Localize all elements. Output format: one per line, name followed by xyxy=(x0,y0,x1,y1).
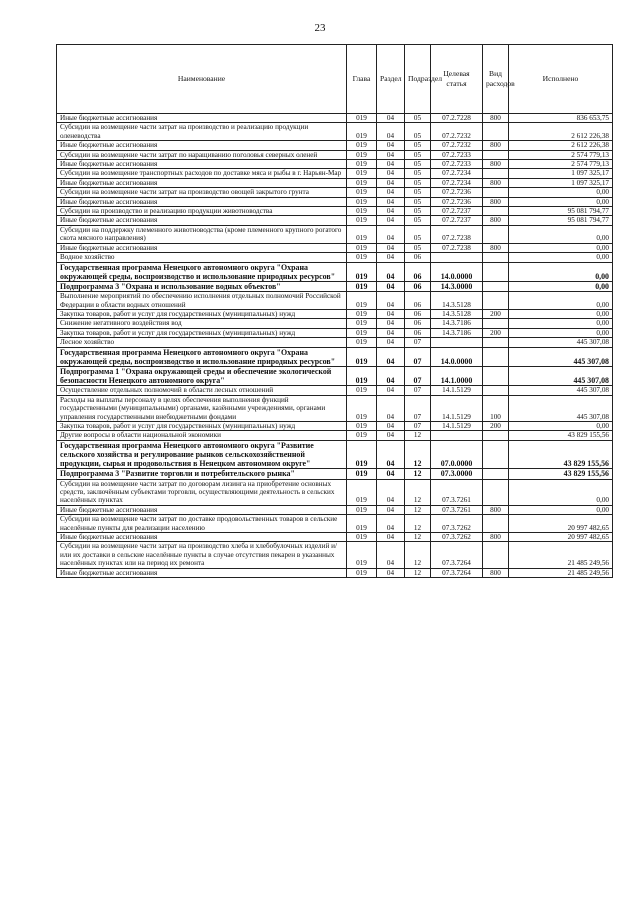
row-name: Водное хозяйство xyxy=(57,253,347,262)
row-value: 0,00 xyxy=(509,505,613,514)
row-glava: 019 xyxy=(347,421,377,430)
row-celevaya: 07.2.7232 xyxy=(431,141,483,150)
row-podrazdel: 06 xyxy=(405,253,431,262)
row-vid: 800 xyxy=(483,505,509,514)
row-name: Снижение негативного воздействия вод xyxy=(57,319,347,328)
table-row xyxy=(57,542,613,568)
row-podrazdel: 07 xyxy=(405,386,431,395)
row-razdel: 04 xyxy=(377,281,405,291)
row-name: Иные бюджетные ассигнования xyxy=(57,178,347,187)
row-razdel: 04 xyxy=(377,197,405,206)
row-razdel: 04 xyxy=(377,328,405,337)
row-podrazdel: 12 xyxy=(405,568,431,577)
row-vid: 800 xyxy=(483,568,509,577)
row-razdel: 04 xyxy=(377,178,405,187)
row-name: Иные бюджетные ассигнования xyxy=(57,533,347,542)
table-row xyxy=(57,505,613,514)
row-podrazdel: 07 xyxy=(405,395,431,421)
header-podrazdel: Подраздел xyxy=(405,45,431,114)
table-row xyxy=(57,338,613,347)
row-celevaya: 14.3.7186 xyxy=(431,319,483,328)
row-value: 20 997 482,65 xyxy=(509,533,613,542)
row-glava: 019 xyxy=(347,160,377,169)
table-row xyxy=(57,114,613,123)
table-row xyxy=(57,366,613,385)
row-vid xyxy=(483,281,509,291)
row-glava: 019 xyxy=(347,366,377,385)
header-row xyxy=(57,45,613,114)
row-vid xyxy=(483,225,509,243)
row-celevaya: 07.3.7264 xyxy=(431,568,483,577)
row-razdel: 04 xyxy=(377,568,405,577)
row-razdel: 04 xyxy=(377,431,405,440)
row-value: 0,00 xyxy=(509,479,613,505)
row-glava: 019 xyxy=(347,188,377,197)
row-celevaya: 07.2.7232 xyxy=(431,123,483,141)
row-podrazdel: 05 xyxy=(405,123,431,141)
row-celevaya: 14.1.5129 xyxy=(431,386,483,395)
row-value: 20 997 482,65 xyxy=(509,515,613,533)
row-celevaya: 14.0.0000 xyxy=(431,262,483,281)
row-podrazdel: 07 xyxy=(405,338,431,347)
table-row xyxy=(57,225,613,243)
row-razdel: 04 xyxy=(377,207,405,216)
row-name: Субсидии на производство и реализацию продукции животноводства xyxy=(57,207,347,216)
row-vid xyxy=(483,253,509,262)
table-row xyxy=(57,281,613,291)
header-glava: Глава xyxy=(347,45,377,114)
table-row xyxy=(57,160,613,169)
table-row xyxy=(57,309,613,318)
table-row xyxy=(57,395,613,421)
row-razdel: 04 xyxy=(377,542,405,568)
row-celevaya: 07.2.7236 xyxy=(431,188,483,197)
row-razdel: 04 xyxy=(377,292,405,310)
row-value: 0,00 xyxy=(509,262,613,281)
row-value: 0,00 xyxy=(509,292,613,310)
row-glava: 019 xyxy=(347,542,377,568)
table-row xyxy=(57,262,613,281)
header-celevaya: Целевая статья xyxy=(431,45,483,114)
row-glava: 019 xyxy=(347,141,377,150)
row-value: 0,00 xyxy=(509,319,613,328)
row-name: Субсидии на поддержку племенного животноводства (кроме племенного крупного рогатого скота мясного направления) xyxy=(57,225,347,243)
row-name: Субсидии на возмещение части затрат по договорам лизинга на приобретение основных средств, заключённым субъектами торговли, осуществляющими деятельность в сельских населённых пунктах xyxy=(57,479,347,505)
row-razdel: 04 xyxy=(377,243,405,252)
row-value: 95 081 794,77 xyxy=(509,216,613,225)
row-glava: 019 xyxy=(347,469,377,479)
row-value: 2 574 779,13 xyxy=(509,150,613,159)
row-celevaya xyxy=(431,253,483,262)
row-celevaya: 07.3.0000 xyxy=(431,469,483,479)
table-row xyxy=(57,123,613,141)
row-podrazdel: 12 xyxy=(405,533,431,542)
table-row xyxy=(57,440,613,469)
row-razdel: 04 xyxy=(377,262,405,281)
row-value: 43 829 155,56 xyxy=(509,431,613,440)
row-vid: 800 xyxy=(483,216,509,225)
row-podrazdel: 12 xyxy=(405,505,431,514)
row-podrazdel: 06 xyxy=(405,328,431,337)
row-glava: 019 xyxy=(347,253,377,262)
row-name: Подпрограмма 3 "Развитие торговли и потребительского рынка" xyxy=(57,469,347,479)
row-celevaya: 14.3.5128 xyxy=(431,309,483,318)
row-vid xyxy=(483,338,509,347)
row-glava: 019 xyxy=(347,338,377,347)
row-value: 445 307,08 xyxy=(509,338,613,347)
header-name: Наименование xyxy=(57,45,347,114)
row-vid: 800 xyxy=(483,197,509,206)
row-value: 21 485 249,56 xyxy=(509,568,613,577)
row-celevaya: 07.2.7236 xyxy=(431,197,483,206)
table-row xyxy=(57,479,613,505)
row-vid xyxy=(483,262,509,281)
row-celevaya: 07.3.7261 xyxy=(431,479,483,505)
row-glava: 019 xyxy=(347,505,377,514)
row-vid xyxy=(483,515,509,533)
row-podrazdel: 05 xyxy=(405,216,431,225)
table-row xyxy=(57,216,613,225)
row-glava: 019 xyxy=(347,440,377,469)
row-razdel: 04 xyxy=(377,347,405,366)
row-razdel: 04 xyxy=(377,114,405,123)
row-vid: 100 xyxy=(483,395,509,421)
row-vid xyxy=(483,292,509,310)
row-glava: 019 xyxy=(347,319,377,328)
row-glava: 019 xyxy=(347,386,377,395)
row-name: Иные бюджетные ассигнования xyxy=(57,568,347,577)
row-podrazdel: 12 xyxy=(405,469,431,479)
row-podrazdel: 07 xyxy=(405,366,431,385)
table-row xyxy=(57,469,613,479)
row-value: 2 574 779,13 xyxy=(509,160,613,169)
row-glava: 019 xyxy=(347,169,377,178)
row-razdel: 04 xyxy=(377,169,405,178)
row-celevaya: 07.2.7238 xyxy=(431,225,483,243)
table-row xyxy=(57,292,613,310)
row-celevaya: 14.3.5128 xyxy=(431,292,483,310)
row-name: Подпрограмма 3 "Охрана и использование водных объектов" xyxy=(57,281,347,291)
row-name: Выполнение мероприятий по обеспечению исполнения отдельных полномочий Российской Федерации в области водных отношений xyxy=(57,292,347,310)
row-vid: 200 xyxy=(483,328,509,337)
row-celevaya: 07.3.7262 xyxy=(431,515,483,533)
row-name: Расходы на выплаты персоналу в целях обеспечения выполнения функций государственными (муниципальными) органами, казёнными учреждениями, органами управления государственными внебюджетными фондами xyxy=(57,395,347,421)
row-podrazdel: 06 xyxy=(405,262,431,281)
table-row xyxy=(57,207,613,216)
table-row xyxy=(57,386,613,395)
row-value: 445 307,08 xyxy=(509,386,613,395)
row-podrazdel: 06 xyxy=(405,281,431,291)
row-glava: 019 xyxy=(347,479,377,505)
row-razdel: 04 xyxy=(377,188,405,197)
row-celevaya: 07.3.7262 xyxy=(431,533,483,542)
row-razdel: 04 xyxy=(377,386,405,395)
row-celevaya: 07.2.7233 xyxy=(431,150,483,159)
table-row xyxy=(57,421,613,430)
row-podrazdel: 05 xyxy=(405,178,431,187)
row-celevaya: 14.3.7186 xyxy=(431,328,483,337)
row-glava: 019 xyxy=(347,347,377,366)
row-vid xyxy=(483,440,509,469)
row-podrazdel: 07 xyxy=(405,421,431,430)
row-vid xyxy=(483,366,509,385)
row-podrazdel: 06 xyxy=(405,309,431,318)
header-vid: Вид расходов xyxy=(483,45,509,114)
row-razdel: 04 xyxy=(377,479,405,505)
row-celevaya: 07.3.7261 xyxy=(431,505,483,514)
table-row xyxy=(57,328,613,337)
row-value: 0,00 xyxy=(509,253,613,262)
row-celevaya: 07.3.7264 xyxy=(431,542,483,568)
row-value: 21 485 249,56 xyxy=(509,542,613,568)
row-glava: 019 xyxy=(347,123,377,141)
row-name: Субсидии на возмещение части затрат по наращиванию поголовья северных оленей xyxy=(57,150,347,159)
row-name: Субсидии на возмещение транспортных расходов по доставке мяса и рыбы в г. Нарьян-Мар xyxy=(57,169,347,178)
row-value: 1 097 325,17 xyxy=(509,169,613,178)
row-celevaya: 14.0.0000 xyxy=(431,347,483,366)
row-vid xyxy=(483,431,509,440)
row-razdel: 04 xyxy=(377,253,405,262)
row-name: Государственная программа Ненецкого автономного округа "Охрана окружающей среды, воспроизводство и использование природных ресурсов" xyxy=(57,262,347,281)
row-vid: 800 xyxy=(483,243,509,252)
row-name: Иные бюджетные ассигнования xyxy=(57,197,347,206)
row-value: 0,00 xyxy=(509,309,613,318)
row-glava: 019 xyxy=(347,243,377,252)
row-glava: 019 xyxy=(347,197,377,206)
row-razdel: 04 xyxy=(377,366,405,385)
table-row xyxy=(57,347,613,366)
table-row xyxy=(57,169,613,178)
row-podrazdel: 12 xyxy=(405,431,431,440)
row-vid: 800 xyxy=(483,141,509,150)
row-glava: 019 xyxy=(347,225,377,243)
row-celevaya: 07.0.0000 xyxy=(431,440,483,469)
row-podrazdel: 05 xyxy=(405,141,431,150)
row-glava: 019 xyxy=(347,395,377,421)
row-name: Иные бюджетные ассигнования xyxy=(57,160,347,169)
row-razdel: 04 xyxy=(377,150,405,159)
row-name: Государственная программа Ненецкого автономного округа "Охрана окружающей среды, воспроизводство и использование природных ресурсов" xyxy=(57,347,347,366)
row-celevaya: 07.2.7228 xyxy=(431,114,483,123)
table-row xyxy=(57,515,613,533)
row-celevaya xyxy=(431,431,483,440)
row-razdel: 04 xyxy=(377,309,405,318)
table-row xyxy=(57,178,613,187)
row-vid: 800 xyxy=(483,533,509,542)
table-row xyxy=(57,188,613,197)
row-razdel: 04 xyxy=(377,395,405,421)
row-name: Закупка товаров, работ и услуг для государственных (муниципальных) нужд xyxy=(57,309,347,318)
row-razdel: 04 xyxy=(377,216,405,225)
row-glava: 019 xyxy=(347,150,377,159)
row-glava: 019 xyxy=(347,114,377,123)
row-glava: 019 xyxy=(347,216,377,225)
row-vid: 800 xyxy=(483,178,509,187)
table-row xyxy=(57,197,613,206)
row-podrazdel: 05 xyxy=(405,169,431,178)
row-value: 2 612 226,38 xyxy=(509,123,613,141)
row-name: Иные бюджетные ассигнования xyxy=(57,243,347,252)
row-value: 95 081 794,77 xyxy=(509,207,613,216)
row-vid xyxy=(483,188,509,197)
row-razdel: 04 xyxy=(377,141,405,150)
row-celevaya: 07.2.7233 xyxy=(431,160,483,169)
row-vid xyxy=(483,150,509,159)
row-vid xyxy=(483,479,509,505)
row-value: 1 097 325,17 xyxy=(509,178,613,187)
row-celevaya: 07.2.7238 xyxy=(431,243,483,252)
row-podrazdel: 05 xyxy=(405,225,431,243)
row-podrazdel: 12 xyxy=(405,479,431,505)
header-razdel: Раздел xyxy=(377,45,405,114)
row-value: 2 612 226,38 xyxy=(509,141,613,150)
row-razdel: 04 xyxy=(377,505,405,514)
row-glava: 019 xyxy=(347,207,377,216)
row-podrazdel: 06 xyxy=(405,319,431,328)
table-row xyxy=(57,533,613,542)
row-value: 445 307,08 xyxy=(509,347,613,366)
row-vid: 200 xyxy=(483,309,509,318)
row-podrazdel: 05 xyxy=(405,197,431,206)
row-podrazdel: 05 xyxy=(405,114,431,123)
row-vid xyxy=(483,123,509,141)
row-razdel: 04 xyxy=(377,160,405,169)
table-row xyxy=(57,568,613,577)
row-name: Осуществление отдельных полномочий в области лесных отношений xyxy=(57,386,347,395)
row-name: Государственная программа Ненецкого автономного округа "Развитие сельского хозяйства и регулирование рынков сельскохозяйственной продукции, сырья и продовольствия в Ненецком автономном округе" xyxy=(57,440,347,469)
row-name: Подпрограмма 1 "Охрана окружающей среды и обеспечение экологической безопасности Ненецкого автономного округа" xyxy=(57,366,347,385)
row-podrazdel: 05 xyxy=(405,188,431,197)
table-row xyxy=(57,253,613,262)
row-name: Субсидии на возмещение части затрат на производство и реализацию продукции оленеводства xyxy=(57,123,347,141)
row-name: Иные бюджетные ассигнования xyxy=(57,141,347,150)
row-celevaya: 07.2.7237 xyxy=(431,207,483,216)
row-value: 445 307,08 xyxy=(509,395,613,421)
row-value: 0,00 xyxy=(509,197,613,206)
row-razdel: 04 xyxy=(377,225,405,243)
row-name: Лесное хозяйство xyxy=(57,338,347,347)
row-value: 0,00 xyxy=(509,421,613,430)
row-value: 0,00 xyxy=(509,225,613,243)
row-celevaya: 07.2.7234 xyxy=(431,178,483,187)
table-row xyxy=(57,431,613,440)
row-celevaya: 07.2.7237 xyxy=(431,216,483,225)
row-vid: 800 xyxy=(483,160,509,169)
row-podrazdel: 05 xyxy=(405,160,431,169)
row-celevaya: 14.1.5129 xyxy=(431,395,483,421)
row-celevaya: 14.1.0000 xyxy=(431,366,483,385)
row-glava: 019 xyxy=(347,178,377,187)
row-celevaya: 14.3.0000 xyxy=(431,281,483,291)
page-number: 23 xyxy=(314,22,326,34)
row-vid xyxy=(483,319,509,328)
row-vid xyxy=(483,469,509,479)
row-name: Закупка товаров, работ и услуг для государственных (муниципальных) нужд xyxy=(57,328,347,337)
row-value: 0,00 xyxy=(509,243,613,252)
row-name: Закупка товаров, работ и услуг для государственных (муниципальных) нужд xyxy=(57,421,347,430)
row-vid xyxy=(483,542,509,568)
row-name: Субсидии на возмещение части затрат по доставке продовольственных товаров в сельские населённые пункты для реализации населению xyxy=(57,515,347,533)
row-vid xyxy=(483,169,509,178)
row-name: Иные бюджетные ассигнования xyxy=(57,114,347,123)
row-razdel: 04 xyxy=(377,440,405,469)
row-vid xyxy=(483,207,509,216)
row-value: 0,00 xyxy=(509,281,613,291)
table-row xyxy=(57,150,613,159)
row-glava: 019 xyxy=(347,533,377,542)
row-razdel: 04 xyxy=(377,319,405,328)
row-name: Субсидии на возмещение части затрат на производство овощей закрытого грунта xyxy=(57,188,347,197)
row-glava: 019 xyxy=(347,431,377,440)
row-vid: 200 xyxy=(483,421,509,430)
row-glava: 019 xyxy=(347,281,377,291)
row-razdel: 04 xyxy=(377,515,405,533)
row-podrazdel: 07 xyxy=(405,347,431,366)
row-vid xyxy=(483,386,509,395)
row-celevaya: 07.2.7234 xyxy=(431,169,483,178)
row-name: Другие вопросы в области национальной экономики xyxy=(57,431,347,440)
row-podrazdel: 06 xyxy=(405,292,431,310)
budget-table xyxy=(56,44,613,578)
row-name: Иные бюджетные ассигнования xyxy=(57,216,347,225)
row-glava: 019 xyxy=(347,292,377,310)
row-value: 0,00 xyxy=(509,328,613,337)
row-value: 43 829 155,56 xyxy=(509,440,613,469)
row-podrazdel: 05 xyxy=(405,207,431,216)
row-razdel: 04 xyxy=(377,123,405,141)
row-value: 43 829 155,56 xyxy=(509,469,613,479)
row-razdel: 04 xyxy=(377,338,405,347)
row-value: 445 307,08 xyxy=(509,366,613,385)
row-podrazdel: 12 xyxy=(405,440,431,469)
row-podrazdel: 12 xyxy=(405,515,431,533)
header-ispolneno: Исполнено xyxy=(509,45,613,114)
row-razdel: 04 xyxy=(377,533,405,542)
row-value: 0,00 xyxy=(509,188,613,197)
row-value: 836 653,75 xyxy=(509,114,613,123)
row-celevaya: 14.1.5129 xyxy=(431,421,483,430)
row-vid xyxy=(483,347,509,366)
row-podrazdel: 05 xyxy=(405,150,431,159)
row-glava: 019 xyxy=(347,262,377,281)
row-glava: 019 xyxy=(347,328,377,337)
row-podrazdel: 05 xyxy=(405,243,431,252)
row-celevaya xyxy=(431,338,483,347)
row-glava: 019 xyxy=(347,515,377,533)
table-row xyxy=(57,243,613,252)
row-vid: 800 xyxy=(483,114,509,123)
table-row xyxy=(57,141,613,150)
row-glava: 019 xyxy=(347,309,377,318)
row-name: Иные бюджетные ассигнования xyxy=(57,505,347,514)
row-glava: 019 xyxy=(347,568,377,577)
row-razdel: 04 xyxy=(377,469,405,479)
table-row xyxy=(57,319,613,328)
row-podrazdel: 12 xyxy=(405,542,431,568)
row-name: Субсидии на возмещение части затрат на производство хлеба и хлебобулочных изделий и/или их доставки в сельские населённые пункты в случае отсутствия пекарен в указанных населённых пунктах или на период их ремонта xyxy=(57,542,347,568)
row-razdel: 04 xyxy=(377,421,405,430)
